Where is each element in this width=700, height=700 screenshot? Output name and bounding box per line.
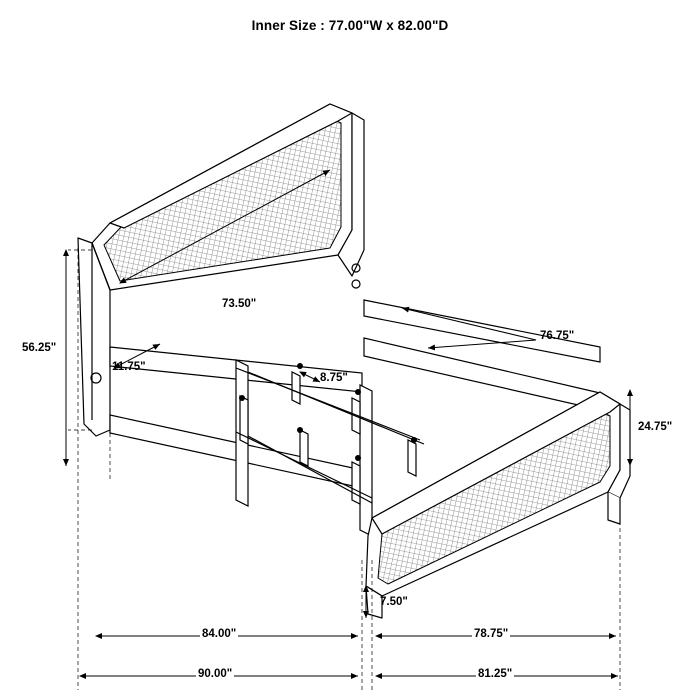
- dimension-label-footboard-height: 24.75": [638, 421, 673, 433]
- dimension-label-inner-width: 76.75": [540, 330, 575, 342]
- dimension-label-clearance-height: 7.50": [380, 596, 408, 608]
- footboard-group: [366, 392, 630, 618]
- dimension-label-side-rail-length: 84.00": [202, 628, 237, 640]
- dimension-label-rail-height: 11.75": [112, 361, 146, 373]
- dimension-label-slat-height: 8.75": [320, 372, 348, 384]
- dimension-label-headboard-panel-width: 73.50": [222, 298, 257, 310]
- dimension-label-overall-height: 56.25": [22, 342, 57, 354]
- page-title: Inner Size : 77.00"W x 82.00"D: [251, 18, 449, 33]
- dimension-label-overall-length-right: 81.25": [478, 668, 513, 680]
- dimension-label-inner-depth-right: 78.75": [474, 628, 509, 640]
- dimension-label-overall-length-left: 90.00": [198, 668, 233, 680]
